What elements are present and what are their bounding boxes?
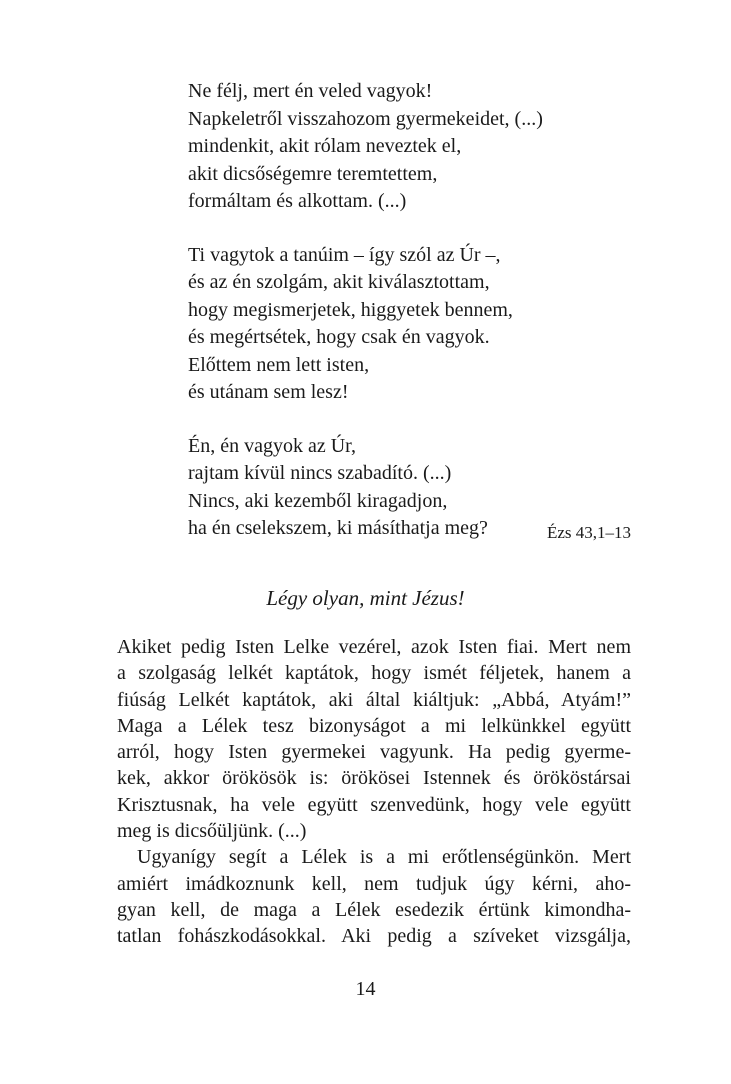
poem-stanza <box>188 78 638 216</box>
paragraph <box>117 844 631 949</box>
scripture-citation: Ézs 43,1–13 <box>546 523 631 542</box>
poem-line: Ti vagytok a tanúim – így szól az Úr –, <box>188 243 501 266</box>
prose-block <box>117 634 631 950</box>
poem-line: akit dicsőségemre teremtettem, <box>188 162 438 185</box>
poem-line: és az én szolgám, akit kiválasztottam, <box>188 271 490 293</box>
poem-stanza <box>188 242 638 407</box>
poem-line: rajtam kívül nincs szabadító. (...) <box>188 462 452 484</box>
prose-line: Akiket pedig Isten Lelke vezérel, azok Isten fiai. Mert nem <box>117 636 631 658</box>
prose-line: kek, akkor örökösök is: örökösei Istennek és örököstársai <box>117 767 631 790</box>
prose-line: gyan kell, de maga a Lélek esedezik értünk kimondha- <box>117 898 631 921</box>
prose-line: a szolgaság lelkét kaptátok, hogy ismét féljetek, hanem a <box>117 662 631 685</box>
prose-line: arról, hogy Isten gyermekei vagyunk. Ha pedig gyerme- <box>117 741 631 764</box>
poem-line: Én, én vagyok az Úr, <box>188 434 357 457</box>
poem-line: ha én cselekszem, ki másíthatja meg? <box>188 517 488 539</box>
poem-line: Előttem nem lett isten, <box>188 353 370 376</box>
poem-line: mindenkit, akit rólam neveztek el, <box>188 135 462 157</box>
poem-block <box>188 78 638 569</box>
prose-line: Maga a Lélek tesz bizonyságot a mi lelkünkkel együtt <box>117 714 631 737</box>
poem-line: és megértsétek, hogy csak én vagyok. <box>188 326 490 348</box>
prose-line: Ugyanígy segít a Lélek is a mi erőtlenségünkön. Mert <box>137 846 631 869</box>
poem-line: formáltam és alkottam. (...) <box>188 190 407 212</box>
poem-line: hogy megismerjetek, higgyetek bennem, <box>188 298 513 321</box>
prose-line: Krisztusnak, ha vele együtt szenvedünk, hogy vele együtt <box>117 793 631 816</box>
page-number: 14 <box>355 978 376 1000</box>
poem-line: Nincs, aki kezemből kiragadjon, <box>188 489 448 512</box>
prose-line: amiért imádkoznunk kell, nem tudjuk úgy kérni, aho- <box>117 872 631 895</box>
section-title: Légy olyan, mint Jézus! <box>266 586 465 610</box>
poem-line: Napkeletről visszahozom gyermekeidet, (...) <box>188 107 543 130</box>
poem-line: Ne félj, mert én veled vagyok! <box>188 80 433 102</box>
prose-line: meg is dicsőüljünk. (...) <box>117 820 307 843</box>
poem-line: és utánam sem lesz! <box>188 381 349 403</box>
paragraph <box>117 634 631 844</box>
prose-line: fiúság Lelkét kaptátok, aki által kiáltjuk: „Abbá, Atyám!” <box>117 688 631 711</box>
prose-line: tatlan fohászkodásokkal. Aki pedig a szíveket vizsgálja, <box>117 925 631 948</box>
